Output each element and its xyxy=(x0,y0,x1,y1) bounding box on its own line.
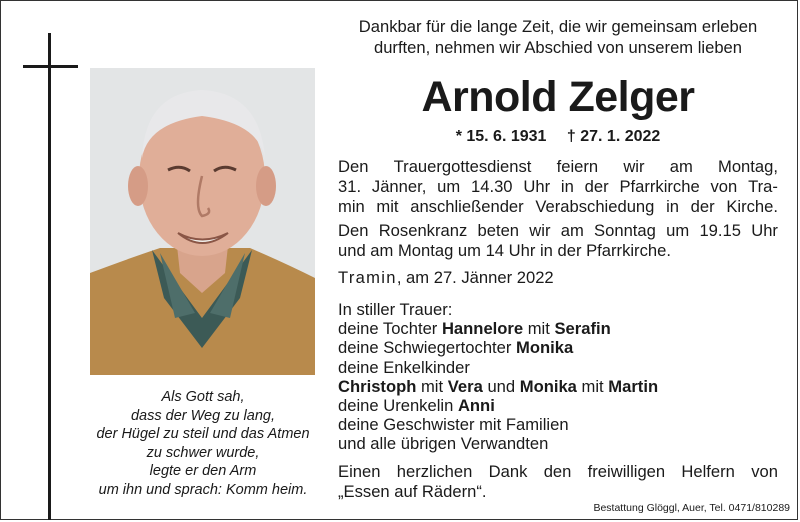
rosary-line xyxy=(338,221,778,241)
mourner-relation: deine Urenkelin xyxy=(338,396,454,416)
word: von xyxy=(751,462,778,481)
word: Kirche. xyxy=(726,197,778,216)
word: am xyxy=(669,157,693,176)
poem xyxy=(60,388,346,500)
intro-line: durften, nehmen wir Abschied von unserem lieben xyxy=(373,37,743,57)
funeral-home-footer: Bestattung Glöggl, Auer, Tel. 0471/810289 xyxy=(593,502,790,514)
date: , am 27. Jänner 2022 xyxy=(396,268,554,287)
word: um xyxy=(437,177,461,196)
word: wir xyxy=(623,157,645,176)
word: Montag, xyxy=(718,157,778,176)
word: in xyxy=(666,197,679,216)
mourner-line: deine Enkelkinder xyxy=(338,357,470,377)
mourner-connector: mit xyxy=(527,319,550,339)
word: Trauergottesdienst xyxy=(393,157,532,176)
mourner-line: und alle übrigen Verwandten xyxy=(338,434,549,454)
mourner-name: Monika xyxy=(516,338,574,358)
mourner-name: Anni xyxy=(457,396,495,416)
thanks-text xyxy=(338,462,778,502)
service-line xyxy=(338,197,778,217)
mourner-connector: mit xyxy=(420,376,444,396)
mourners-heading: In stiller Trauer: xyxy=(338,300,453,319)
word: Den xyxy=(338,221,369,240)
word: Den xyxy=(338,157,369,176)
mourner-relation: deine Tochter xyxy=(338,319,438,339)
word: den xyxy=(543,462,572,481)
service-line xyxy=(338,177,778,197)
mourner-connector: und xyxy=(487,376,516,396)
word: 31. xyxy=(338,177,362,196)
poem-line: zu schwer wurde, xyxy=(146,444,260,461)
mourner-line xyxy=(338,396,778,415)
word: der xyxy=(690,197,715,216)
word: Helfern xyxy=(681,462,735,481)
portrait-photo xyxy=(90,68,315,375)
word: feiern xyxy=(556,157,599,176)
word: Jänner, xyxy=(371,177,427,196)
poem-line: der Hügel zu steil und das Atmen xyxy=(96,426,310,443)
word: Tra- xyxy=(748,177,778,196)
intro-line: Dankbar für die lange Zeit, die wir gemeinsam erleben xyxy=(358,17,758,36)
poem-line: legte er den Arm xyxy=(149,463,257,480)
rosary-line: und am Montag um 14 Uhr in der Pfarrkirche. xyxy=(338,241,671,260)
mourner-line: deine Geschwister mit Familien xyxy=(338,415,569,435)
mourner-name: Martin xyxy=(608,376,659,396)
cross-icon-bar xyxy=(23,65,78,68)
place: Tramin xyxy=(338,268,397,287)
birth-date: * 15. 6. 1931 xyxy=(455,128,547,145)
intro-text xyxy=(338,17,778,58)
word: Dank xyxy=(488,462,528,481)
word: 19.15 xyxy=(699,221,741,240)
word: mit xyxy=(376,197,399,216)
place-date xyxy=(338,268,778,288)
word: freiwilligen xyxy=(587,462,666,481)
mourner-name: Hannelore xyxy=(441,319,524,339)
word: am xyxy=(560,221,584,240)
mourner-line xyxy=(338,338,778,357)
word: herzlichen xyxy=(396,462,473,481)
word: min xyxy=(338,197,365,216)
word: anschließender xyxy=(410,197,524,216)
mourners-list xyxy=(338,300,778,454)
deceased-name: Arnold Zelger xyxy=(421,73,695,121)
mourner-name: Vera xyxy=(447,376,483,396)
word: von xyxy=(710,177,738,196)
mourner-name: Serafin xyxy=(554,319,611,339)
mourner-name: Monika xyxy=(519,376,577,396)
word: Verabschiedung xyxy=(535,197,655,216)
mourner-connector: mit xyxy=(581,376,604,396)
thanks-line xyxy=(338,462,778,482)
mourner-line xyxy=(338,377,778,396)
cross-icon xyxy=(48,33,51,520)
word: Pfarrkirche xyxy=(619,177,700,196)
rosary-info xyxy=(338,221,778,261)
word: in xyxy=(560,177,574,196)
word: Uhr xyxy=(523,177,551,196)
mourner-name: Christoph xyxy=(338,376,417,396)
death-date: † 27. 1. 2022 xyxy=(566,128,661,145)
word: Einen xyxy=(338,462,381,481)
poem-line: dass der Weg zu lang, xyxy=(130,407,275,424)
word: Sonntag xyxy=(594,221,656,240)
word: wir xyxy=(529,221,551,240)
word: 14.30 xyxy=(471,177,513,196)
poem-line: Als Gott sah, xyxy=(161,389,245,405)
word: um xyxy=(666,221,690,240)
life-dates xyxy=(338,128,778,146)
portrait-photo-icon xyxy=(90,68,315,375)
word: beten xyxy=(477,221,520,240)
mourner-relation: deine Schwiegertochter xyxy=(338,338,512,358)
service-line xyxy=(338,157,778,177)
poem-line: um ihn und sprach: Komm heim. xyxy=(98,481,308,498)
thanks-line: „Essen auf Rädern“. xyxy=(338,482,487,501)
service-info xyxy=(338,157,778,217)
word: Uhr xyxy=(751,221,778,240)
mourner-line xyxy=(338,319,778,338)
word: der xyxy=(584,177,609,196)
word: Rosenkranz xyxy=(378,221,468,240)
